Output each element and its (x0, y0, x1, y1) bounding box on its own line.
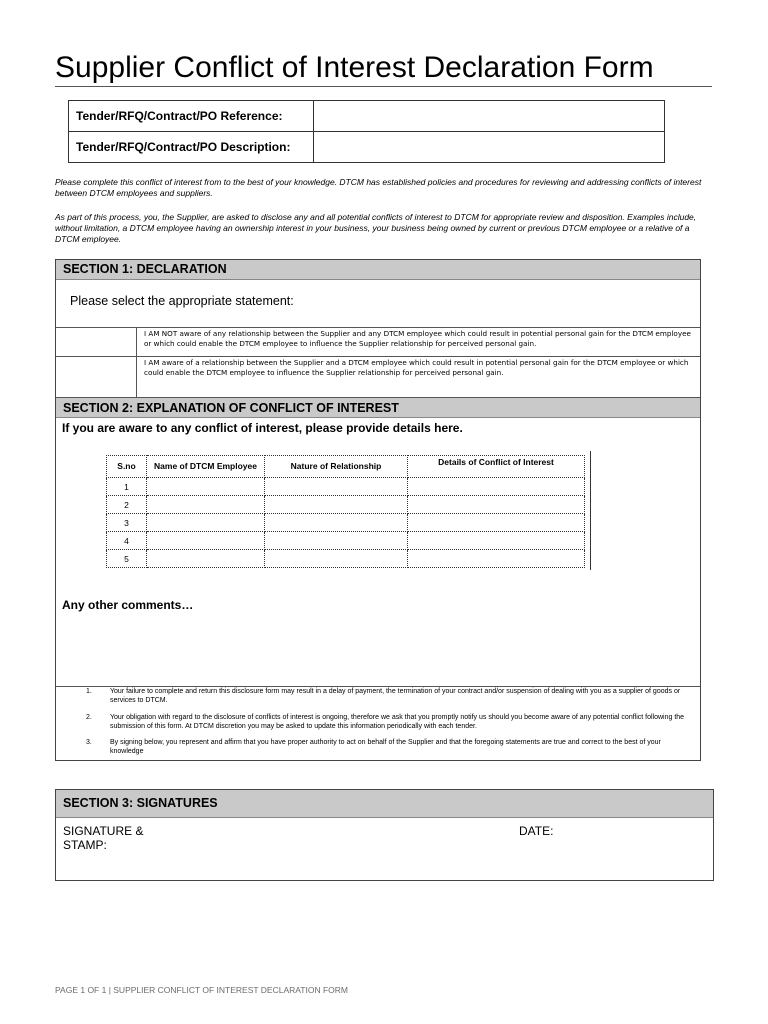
page-title: Supplier Conflict of Interest Declaration Form (55, 51, 654, 84)
employee-name-cell[interactable] (147, 514, 265, 532)
section-3-heading: SECTION 3: SIGNATURES (56, 790, 713, 818)
table-row (107, 532, 585, 550)
conflict-details-table (106, 455, 585, 568)
comments-field[interactable] (56, 615, 700, 685)
page-footer: PAGE 1 OF 1 | SUPPLIER CONFLICT OF INTEREST DECLARATION FORM (55, 985, 348, 995)
column-header-relationship: Nature of Relationship (265, 456, 408, 478)
conflict-details-cell[interactable] (408, 550, 585, 568)
note-2-number: 2. (86, 714, 92, 721)
date-label[interactable]: DATE: (519, 824, 554, 838)
employee-name-cell[interactable] (147, 550, 265, 568)
row-number: 1 (107, 478, 147, 496)
conflict-details-cell[interactable] (408, 496, 585, 514)
notes-divider (56, 686, 700, 687)
declaration-option-not-aware[interactable] (56, 327, 700, 357)
reference-row (69, 101, 665, 132)
stamp-label: STAMP: (63, 838, 107, 852)
description-field[interactable] (314, 132, 665, 163)
table-row (107, 496, 585, 514)
intro-paragraph-1: Please complete this conflict of interest from to the best of your knowledge. DTCM has established policies and procedures for reviewing and addressing conflicts of interest between DTCM employees and suppliers. (55, 177, 702, 198)
employee-name-cell[interactable] (147, 478, 265, 496)
option-not-aware-text: I AM NOT aware of any relationship between the Supplier and any DTCM employee which could result in potential personal gain for the DTCM employee or which could enable the DTCM employee to influence the Supplier relationship for perceived personal gain. (144, 329, 691, 348)
conflict-details-cell[interactable] (408, 514, 585, 532)
employee-name-cell[interactable] (147, 532, 265, 550)
title-divider (55, 86, 712, 87)
row-number: 3 (107, 514, 147, 532)
column-header-conflict-details: Details of Conflict of Interest (408, 456, 585, 478)
comments-label: Any other comments… (62, 598, 194, 612)
row-number: 4 (107, 532, 147, 550)
row-number: 5 (107, 550, 147, 568)
employee-name-cell[interactable] (147, 496, 265, 514)
relationship-cell[interactable] (265, 514, 408, 532)
notes-list (56, 688, 700, 758)
column-header-employee-name: Name of DTCM Employee (147, 456, 265, 478)
reference-table (68, 100, 665, 163)
note-3-number: 3. (86, 739, 92, 746)
section-1-heading: SECTION 1: DECLARATION (56, 260, 700, 280)
option-aware-checkbox[interactable] (56, 357, 137, 397)
reference-field[interactable] (314, 101, 665, 132)
declaration-option-aware[interactable] (56, 356, 700, 397)
note-1-text: Your failure to complete and return this disclosure form may result in a delay of payment, the termination of your contract and/or suspension of dealing with you as a supplier of goods or services to DTCM. (110, 688, 681, 704)
option-not-aware-checkbox[interactable] (56, 328, 137, 357)
option-aware-text: I AM aware of a relationship between the Supplier and a DTCM employee which could result in potential personal gain for the DTCM employee or which could enable the DTCM employee to influence the Supplier relationship for perceived personal gain. (144, 358, 689, 377)
note-3-text: By signing below, you represent and affirm that you have proper authority to act on behalf of the Supplier and that the foregoing statements are true and correct to the best of your knowledge (110, 739, 661, 755)
column-header-sno: S.no (107, 456, 147, 478)
table-row (107, 514, 585, 532)
signature-label: SIGNATURE & (63, 824, 144, 838)
relationship-cell[interactable] (265, 496, 408, 514)
conflict-details-cell[interactable] (408, 478, 585, 496)
section-2-instruction: If you are aware to any conflict of interest, please provide details here. (62, 421, 463, 435)
conflict-details-cell[interactable] (408, 532, 585, 550)
table-row (107, 478, 585, 496)
reference-label: Tender/RFQ/Contract/PO Reference: (69, 101, 314, 132)
relationship-cell[interactable] (265, 550, 408, 568)
signature-stamp-field[interactable] (63, 824, 143, 852)
relationship-cell[interactable] (265, 532, 408, 550)
table-header-row (107, 456, 585, 478)
section-3-box (55, 789, 714, 881)
relationship-cell[interactable] (265, 478, 408, 496)
table-row (107, 550, 585, 568)
note-1-number: 1. (86, 688, 92, 695)
intro-paragraph-2: As part of this process, you, the Supplier, are asked to disclose any and all potential conflicts of interest to DTCM for appropriate review and disposition. Examples include, without limitation, a DTCM employee having an ownership interest in your business, your business being owned by current or previous DTCM employee or a relative of a DTCM employee. (55, 212, 697, 244)
section-1-prompt: Please select the appropriate statement: (70, 294, 294, 308)
description-row (69, 132, 665, 163)
note-2-text: Your obligation with regard to the disclosure of conflicts of interest is ongoing, therefore we ask that you promptly notify us should you become aware of any potential conflict following the submission of this form. At DTCM discretion you may be asked to update this information periodically with each tender. (110, 714, 685, 730)
table-right-rule (590, 451, 591, 570)
description-label: Tender/RFQ/Contract/PO Description: (69, 132, 314, 163)
section-2-heading: SECTION 2: EXPLANATION OF CONFLICT OF INTEREST (56, 397, 700, 418)
row-number: 2 (107, 496, 147, 514)
